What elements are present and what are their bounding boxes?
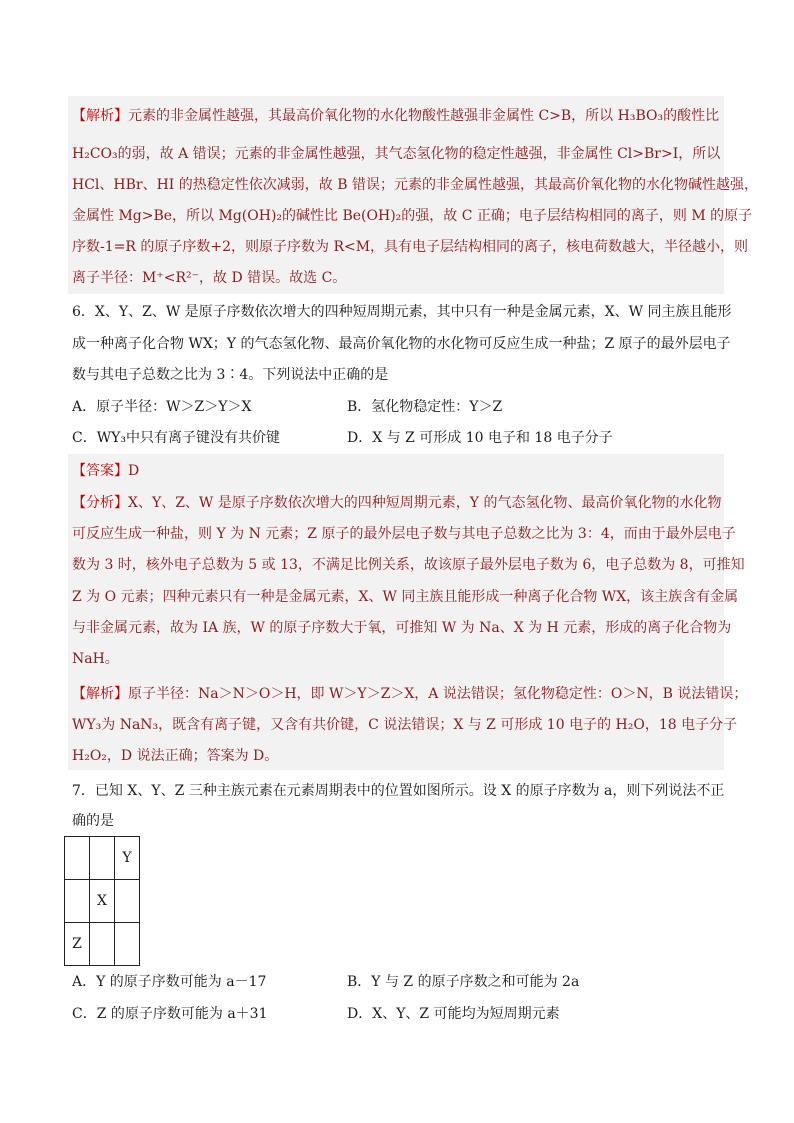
q6-analysis-line-1: 【分析】X、Y、Z、W 是原子序数依次增大的四种短周期元素，Y 的气态氢化物、最高价氧化物的水化物	[72, 495, 722, 511]
q6-option-b[interactable]: B．氢化物稳定性：Y＞Z	[347, 399, 503, 415]
q5-explain-line-6: 离子半径：M⁺<R²⁻，故 D 错误。故选 C。	[72, 270, 347, 286]
q5-explain-line-1: 【解析】元素的非金属性越强，其最高价氧化物的水化物酸性越强非金属性 C>B，所以 H₃BO₃的酸性比	[72, 108, 720, 124]
grid-cell-y: Y	[115, 837, 140, 880]
q6-stem-line-2: 成一种离子化合物 WX；Y 的气态氢化物、最高价氧化物的水化物可反应生成一种盐；Z 原子的最外层电子	[72, 336, 731, 352]
grid-cell	[115, 880, 140, 923]
explain-tag: 【解析】	[72, 108, 128, 124]
periodic-table-grid	[64, 836, 140, 966]
q6-analysis-line-2: 可反应生成一种盐，则 Y 为 N 元素；Z 原子的最外层电子数与其电子总数之比为 3：4，而由于最外层电子	[72, 526, 736, 542]
q6-explain-line-1: 【解析】原子半径：Na＞N＞O＞H，即 W＞Y＞Z＞X，A 说法错误；氢化物稳定性：O＞N，B 说法错误；	[72, 686, 748, 702]
grid-cell	[65, 880, 90, 923]
explain-tag: 【解析】	[72, 686, 128, 702]
q5-explain-line-4: 金属性 Mg>Be，所以 Mg(OH)₂的碱性比 Be(OH)₂的强，故 C 正确；电子层结构相同的离子，则 M 的原子	[72, 208, 753, 224]
explanation-box-q5	[68, 96, 724, 294]
q6-option-d[interactable]: D．X 与 Z 可形成 10 电子和 18 电子分子	[347, 430, 613, 446]
grid-cell	[90, 923, 115, 966]
q5-explain-line-2: H₂CO₃的弱，故 A 错误；元素的非金属性越强，其气态氢化物的稳定性越强，非金属性 Cl>Br>I，所以	[72, 146, 721, 162]
q6-analysis-line-3: 数为 3 时，核外电子总数为 5 或 13，不满足比例关系，故该原子最外层电子数为 6，电子总数为 8，可推知	[72, 557, 745, 573]
q6-analysis-line-6: NaH。	[72, 651, 119, 667]
q7-stem-line-1: 7．已知 X、Y、Z 三种主族元素在元素周期表中的位置如图所示。设 X 的原子序数为 a，则下列说法不正	[72, 783, 725, 799]
q7-option-a[interactable]: A．Y 的原子序数可能为 a－17	[72, 974, 267, 990]
analysis-tag: 【分析】	[72, 495, 128, 511]
q6-stem-line-3: 数与其电子总数之比为 3∶4。下列说法中正确的是	[72, 367, 389, 383]
q6-analysis-line-4: Z 为 O 元素；四种元素只有一种是金属元素，X、W 同主族且能形成一种离子化合物 WX，该主族含有金属	[72, 589, 739, 605]
q6-analysis-line-5: 与非金属元素，故为 IA 族，W 的原子序数大于氧，可推知 W 为 Na、X 为 H 元素，形成的离子化合物为	[72, 620, 732, 636]
q7-option-c[interactable]: C．Z 的原子序数可能为 a＋31	[72, 1006, 268, 1022]
q6-explain-line-2: WY₃为 NaN₃，既含有离子键，又含有共价键，C 说法错误；X 与 Z 可形成 10 电子的 H₂O，18 电子分子	[72, 717, 738, 733]
q7-option-d[interactable]: D．X、Y、Z 可能均为短周期元素	[347, 1006, 560, 1022]
q6-explain-line-3: H₂O₂，D 说法正确；答案为 D。	[72, 748, 279, 764]
grid-cell	[115, 923, 140, 966]
q6-answer-line	[72, 462, 139, 480]
q6-option-a[interactable]: A．原子半径：W＞Z＞Y＞X	[72, 399, 252, 415]
grid-cell	[90, 837, 115, 880]
q5-explain-line-5: 序数-1=R 的原子序数+2，则原子序数为 R<M，具有电子层结构相同的离子，核电荷数越大，半径越小，则	[72, 239, 749, 255]
q7-option-b[interactable]: B．Y 与 Z 的原子序数之和可能为 2a	[347, 974, 580, 990]
q7-stem-line-2: 确的是	[72, 813, 114, 829]
answer-tag: 【答案】	[72, 463, 128, 479]
q6-stem-line-1: 6．X、Y、Z、W 是原子序数依次增大的四种短周期元素，其中只有一种是金属元素，X、W 同主族且能形	[72, 304, 732, 320]
grid-cell-x: X	[90, 880, 115, 923]
grid-cell	[65, 837, 90, 880]
q6-option-c[interactable]: C．WY₃中只有离子键没有共价键	[72, 430, 280, 446]
grid-cell-z: Z	[65, 923, 90, 966]
q6-answer-value: D	[128, 463, 140, 479]
q5-explain-line-3: HCl、HBr、HI 的热稳定性依次减弱，故 B 错误；元素的非金属性越强，其最高价氧化物的水化物碱性越强，	[72, 177, 758, 193]
